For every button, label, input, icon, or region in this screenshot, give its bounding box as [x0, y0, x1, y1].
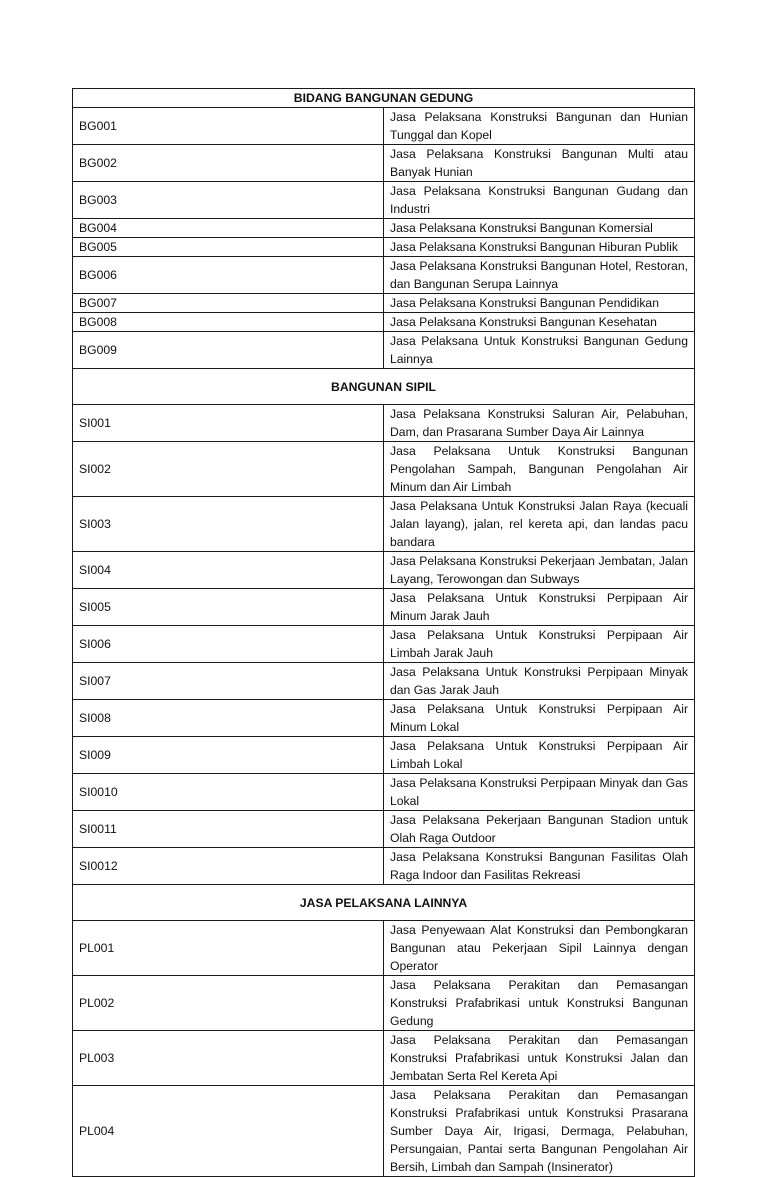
row-code: BG008 — [73, 313, 384, 332]
row-code: BG006 — [73, 257, 384, 294]
table-row — [73, 182, 695, 219]
section-header-row — [73, 89, 695, 108]
table-row — [73, 976, 695, 1031]
row-description: Jasa Pelaksana Untuk Konstruksi Perpipaan Air Limbah Lokal — [384, 737, 695, 774]
row-description: Jasa Pelaksana Konstruksi Pekerjaan Jembatan, Jalan Layang, Terowongan dan Subways — [384, 552, 695, 589]
row-description: Jasa Pelaksana Untuk Konstruksi Jalan Raya (kecuali Jalan layang), jalan, rel kereta api, dan landas pacu bandara — [384, 497, 695, 552]
row-code: BG004 — [73, 219, 384, 238]
row-description: Jasa Pelaksana Untuk Konstruksi Bangunan Gedung Lainnya — [384, 332, 695, 369]
table-row — [73, 238, 695, 257]
table-row — [73, 700, 695, 737]
table-row — [73, 257, 695, 294]
row-code: SI009 — [73, 737, 384, 774]
table-row — [73, 442, 695, 497]
table-row — [73, 774, 695, 811]
row-code: BG003 — [73, 182, 384, 219]
table-row — [73, 405, 695, 442]
row-description: Jasa Penyewaan Alat Konstruksi dan Pembongkaran Bangunan atau Pekerjaan Sipil Lainnya dengan Operator — [384, 921, 695, 976]
row-code: SI004 — [73, 552, 384, 589]
section-title: JASA PELAKSANA LAINNYA — [73, 885, 695, 921]
row-description: Jasa Pelaksana Konstruksi Saluran Air, Pelabuhan, Dam, dan Prasarana Sumber Daya Air Lainnya — [384, 405, 695, 442]
section-header-row — [73, 369, 695, 405]
row-description: Jasa Pelaksana Untuk Konstruksi Perpipaan Air Minum Jarak Jauh — [384, 589, 695, 626]
table-row — [73, 848, 695, 885]
row-description: Jasa Pelaksana Perakitan dan Pemasangan Konstruksi Prafabrikasi untuk Konstruksi Bangunan Gedung — [384, 976, 695, 1031]
table-row — [73, 811, 695, 848]
row-code: SI007 — [73, 663, 384, 700]
row-description: Jasa Pelaksana Konstruksi Bangunan Komersial — [384, 219, 695, 238]
table-row — [73, 1031, 695, 1086]
row-description: Jasa Pelaksana Konstruksi Bangunan Multi atau Banyak Hunian — [384, 145, 695, 182]
row-code: SI0012 — [73, 848, 384, 885]
row-code: SI005 — [73, 589, 384, 626]
table-row — [73, 497, 695, 552]
table-row — [73, 626, 695, 663]
row-code: BG005 — [73, 238, 384, 257]
row-description: Jasa Pelaksana Perakitan dan Pemasangan Konstruksi Prafabrikasi untuk Konstruksi Jalan dan Jembatan Serta Rel Kereta Api — [384, 1031, 695, 1086]
row-code: BG009 — [73, 332, 384, 369]
row-description: Jasa Pelaksana Konstruksi Perpipaan Minyak dan Gas Lokal — [384, 774, 695, 811]
table-row — [73, 219, 695, 238]
row-code: PL001 — [73, 921, 384, 976]
table-row — [73, 921, 695, 976]
table-row — [73, 737, 695, 774]
row-description: Jasa Pelaksana Konstruksi Bangunan Kesehatan — [384, 313, 695, 332]
row-code: PL003 — [73, 1031, 384, 1086]
row-description: Jasa Pelaksana Untuk Konstruksi Bangunan Pengolahan Sampah, Bangunan Pengolahan Air Minum dan Air Limbah — [384, 442, 695, 497]
section-header-row — [73, 885, 695, 921]
row-code: SI001 — [73, 405, 384, 442]
row-code: SI002 — [73, 442, 384, 497]
row-description: Jasa Pelaksana Konstruksi Bangunan Fasilitas Olah Raga Indoor dan Fasilitas Rekreasi — [384, 848, 695, 885]
table-row — [73, 552, 695, 589]
row-description: Jasa Pelaksana Konstruksi Bangunan Hotel, Restoran, dan Bangunan Serupa Lainnya — [384, 257, 695, 294]
row-description: Jasa Pelaksana Untuk Konstruksi Perpipaan Air Minum Lokal — [384, 700, 695, 737]
row-code: SI0010 — [73, 774, 384, 811]
table-row — [73, 294, 695, 313]
row-description: Jasa Pelaksana Konstruksi Bangunan Pendidikan — [384, 294, 695, 313]
row-code: SI006 — [73, 626, 384, 663]
row-description: Jasa Pelaksana Untuk Konstruksi Perpipaan Minyak dan Gas Jarak Jauh — [384, 663, 695, 700]
row-description: Jasa Pelaksana Konstruksi Bangunan Gudang dan Industri — [384, 182, 695, 219]
row-description: Jasa Pelaksana Untuk Konstruksi Perpipaan Air Limbah Jarak Jauh — [384, 626, 695, 663]
row-code: PL004 — [73, 1086, 384, 1177]
table-row — [73, 313, 695, 332]
classification-table — [72, 88, 695, 1177]
document-page — [72, 88, 695, 1177]
section-title: BANGUNAN SIPIL — [73, 369, 695, 405]
table-row — [73, 589, 695, 626]
row-code: SI0011 — [73, 811, 384, 848]
row-code: SI003 — [73, 497, 384, 552]
row-description: Jasa Pelaksana Perakitan dan Pemasangan Konstruksi Prafabrikasi untuk Konstruksi Prasarana Sumber Daya Air, Irigasi, Dermaga, Pelabuhan, Persungaian, Pantai serta Bangunan Pengolahan Air Bersih, Limbah dan Sampah (Insinerator) — [384, 1086, 695, 1177]
table-row — [73, 108, 695, 145]
table-row — [73, 332, 695, 369]
table-row — [73, 1086, 695, 1177]
table-row — [73, 663, 695, 700]
row-code: BG002 — [73, 145, 384, 182]
row-code: BG001 — [73, 108, 384, 145]
row-description: Jasa Pelaksana Pekerjaan Bangunan Stadion untuk Olah Raga Outdoor — [384, 811, 695, 848]
row-code: SI008 — [73, 700, 384, 737]
row-description: Jasa Pelaksana Konstruksi Bangunan Hiburan Publik — [384, 238, 695, 257]
table-row — [73, 145, 695, 182]
row-description: Jasa Pelaksana Konstruksi Bangunan dan Hunian Tunggal dan Kopel — [384, 108, 695, 145]
row-code: BG007 — [73, 294, 384, 313]
section-title: BIDANG BANGUNAN GEDUNG — [73, 89, 695, 108]
row-code: PL002 — [73, 976, 384, 1031]
